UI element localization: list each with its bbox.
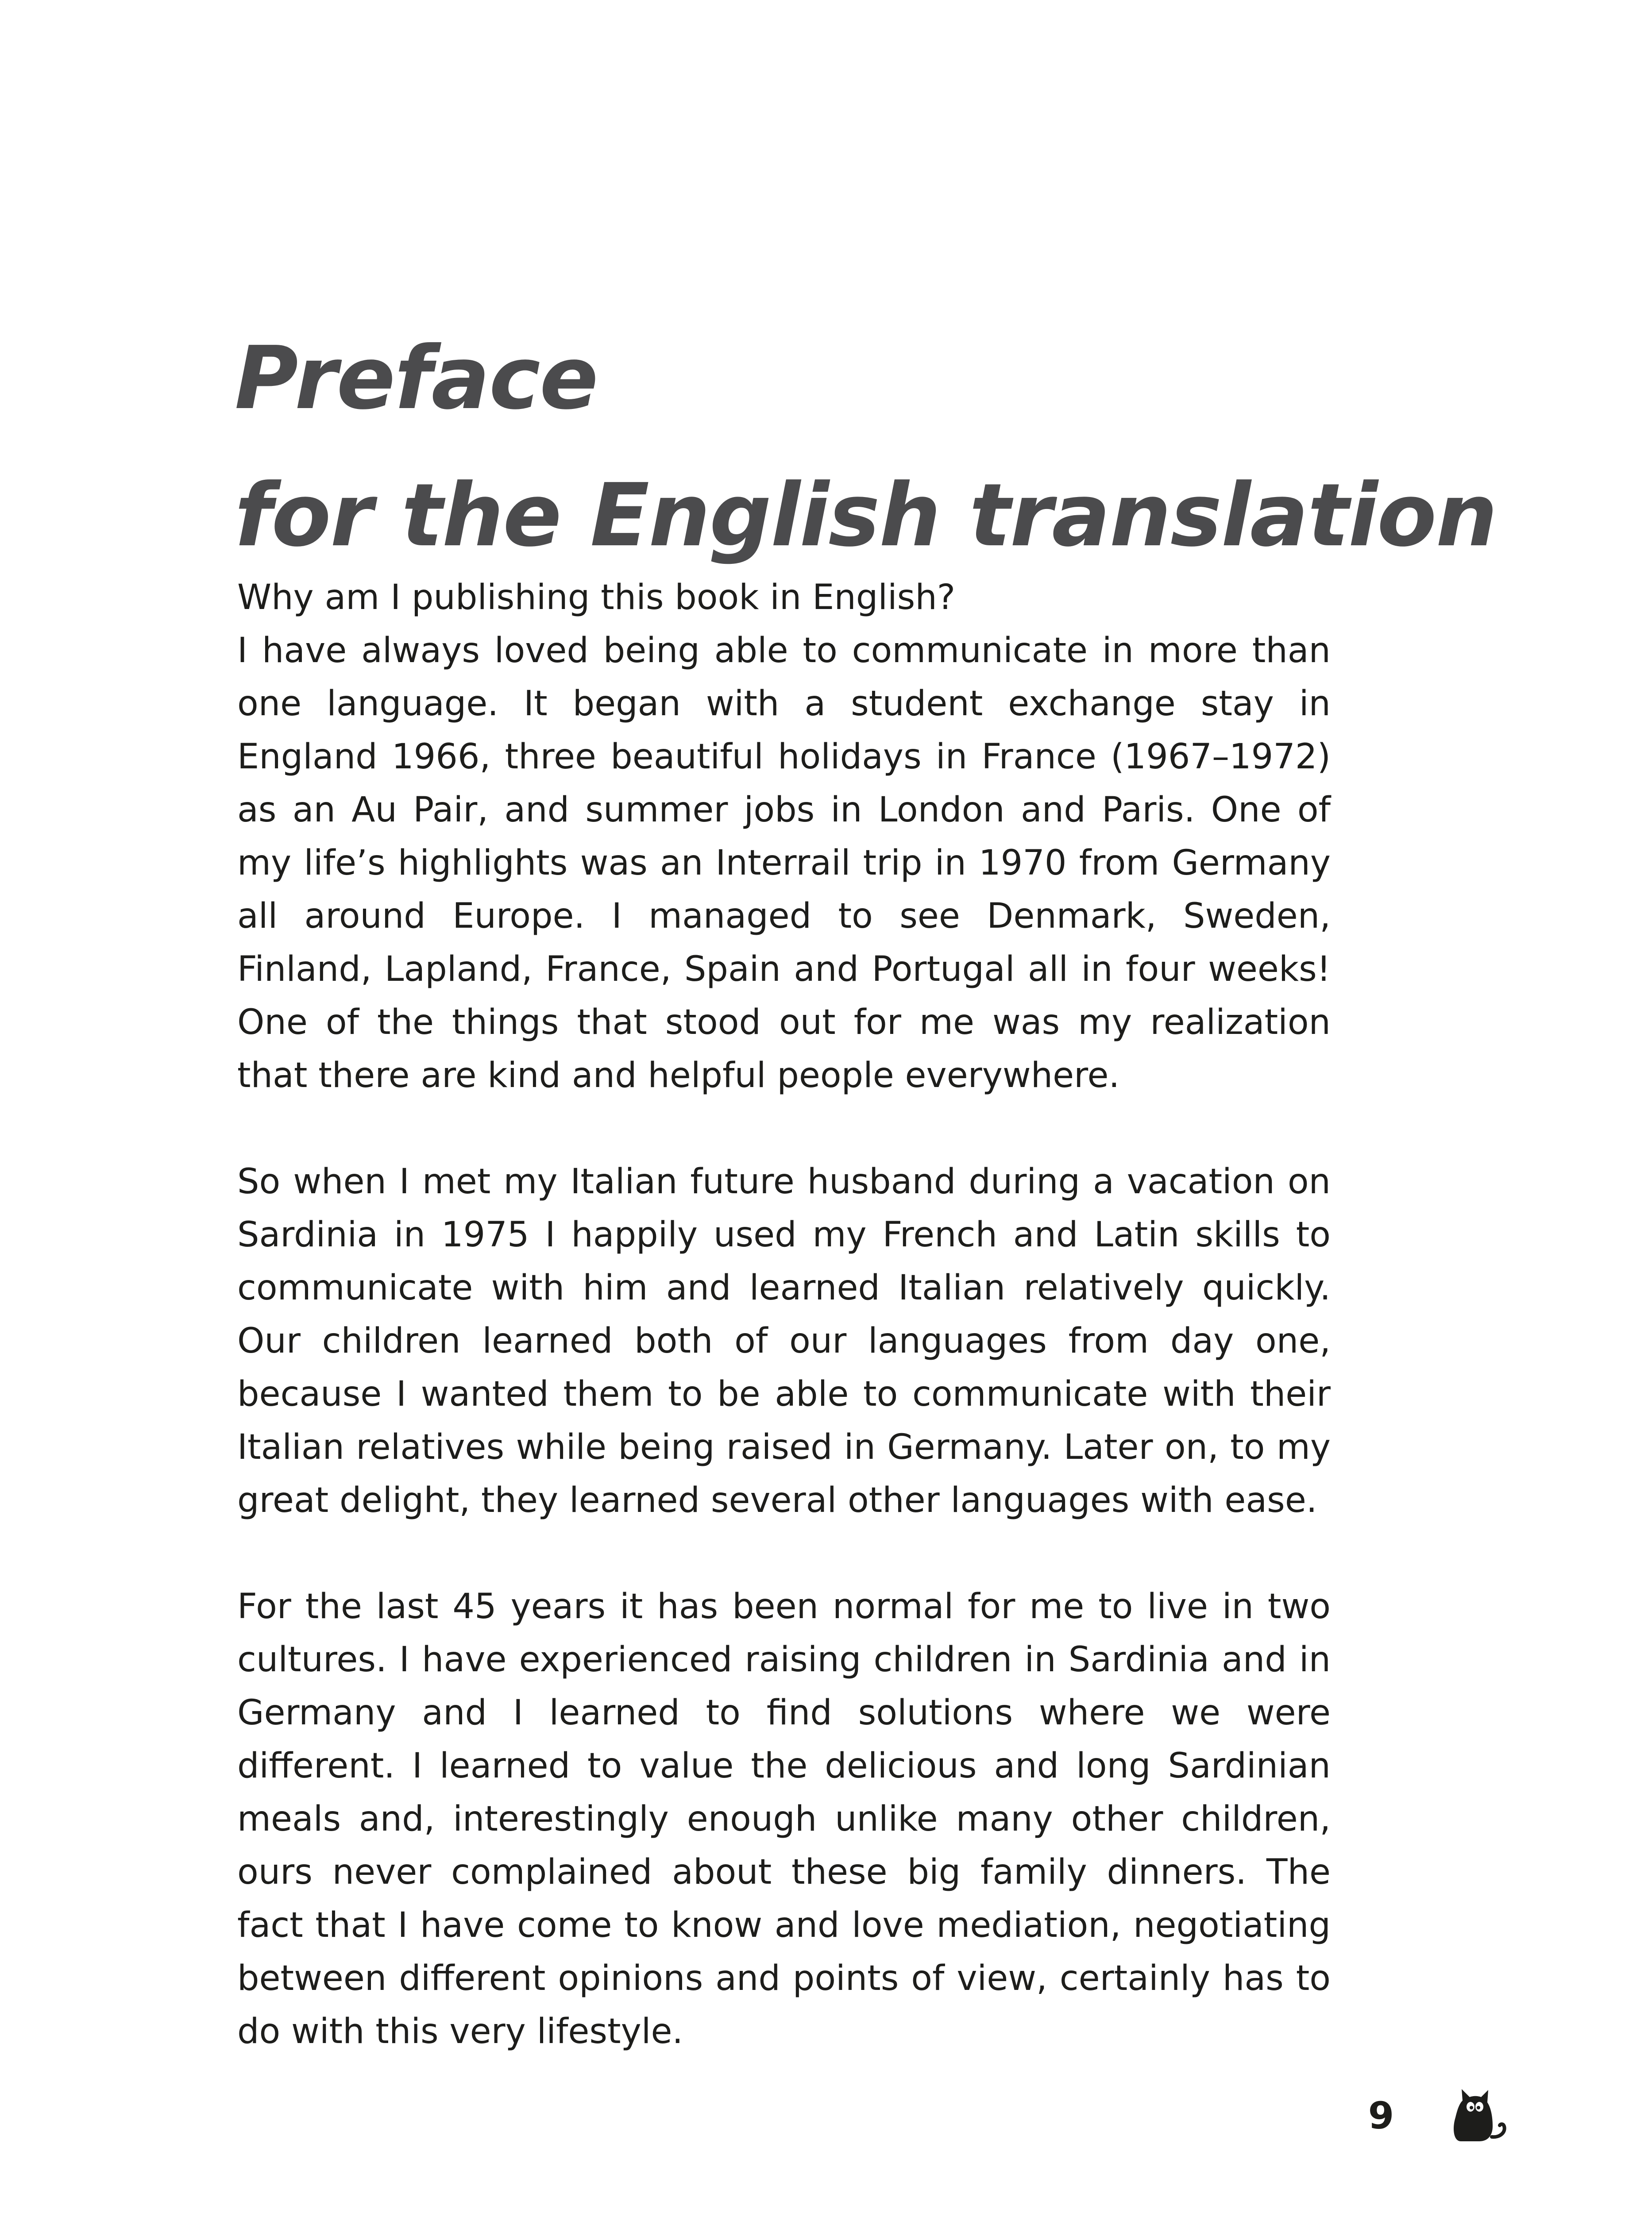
paragraph-2: [237, 1155, 1331, 1527]
page-number: 9: [1368, 2094, 1394, 2137]
paragraph-opening-question: Why am I publishing this book in English?: [237, 578, 956, 617]
paragraph-text: So when I met my Italian future husband during a vacation on Sardinia in 1975 I happily used my French and Latin skills to communicate with him and learned Italian relatively quickly. Our children learned both of our languages from day one, because I wanted them to be able to communicate with their Italian relatives while being raised in Germany. Later on, to my great delight, they learned several other languages with ease.: [237, 1162, 1331, 1520]
paragraph-text: I have always loved being able to communicate in more than one language. It began with a student exchange stay in England 1966, three beautiful holidays in France (1967–1972) as an Au Pair, and summer jobs in London and Paris. One of my life’s highlights was an Interrail trip in 1970 from Germany all around Europe. I managed to see Denmark, Sweden, Finland, Lapland, France, Spain and Portugal all in four weeks! One of the things that stood out for me was my realization that there are kind and helpful people everywhere.: [237, 631, 1331, 1095]
page-title: [235, 310, 1518, 584]
paragraph-1: [237, 571, 1331, 1102]
title-line-1: Preface: [235, 328, 598, 429]
paragraph-3: [237, 1580, 1331, 2058]
page-footer: [0, 2080, 1652, 2151]
title-line-2: for the English translation: [235, 465, 1497, 566]
paragraph-text: For the last 45 years it has been normal for me to live in two cultures. I have experienced raising children in Sardinia and in Germany and I learned to find solutions where we were different. I learned to value the delicious and long Sardinian meals and, interestingly enough unlike many other children, ours never complained about these big family dinners. The fact that I have come to know and love mediation, negotiating between different opinions and points of view, certainly has to do with this very lifestyle.: [237, 1587, 1331, 2051]
black-cat-icon: [1447, 2085, 1509, 2147]
body-text: [237, 571, 1331, 2111]
